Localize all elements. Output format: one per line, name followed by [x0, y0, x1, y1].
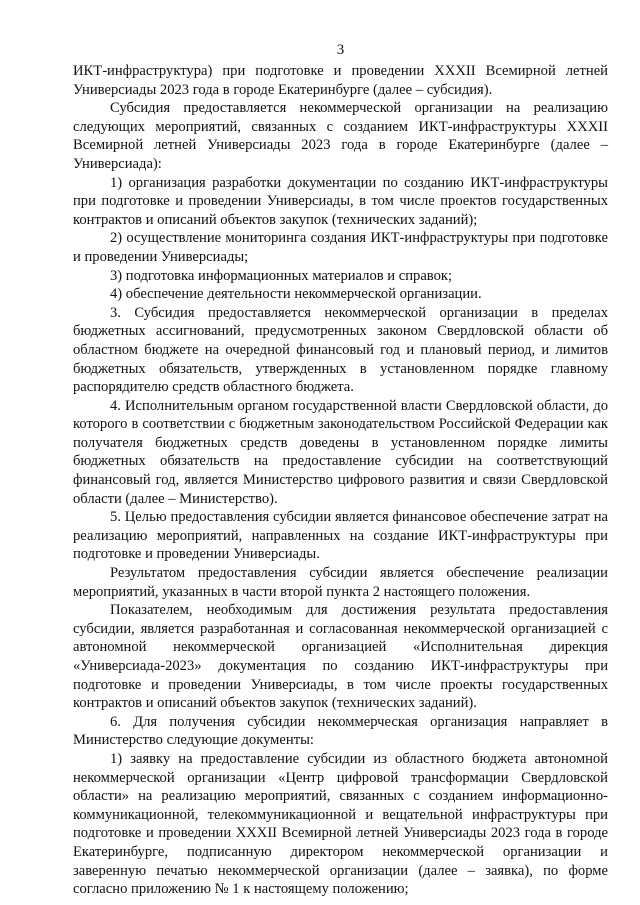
paragraph: 4) обеспечение деятельности некоммерческой организации.	[110, 286, 482, 303]
paragraph: 4. Исполнительным органом государственной власти Свердловской области, до которого в соответствии с бюджетным законодательством Российской Федерации как получателя бюджетных средств доведены в установленном порядке лимиты бюджетных обязательств на предоставление субсидии на соответствующий финансовый год, является Министерство цифрового развития и связи Свердловской области (далее – Министерство).	[73, 397, 608, 507]
page-number: 3	[336, 42, 345, 58]
paragraph: Субсидия предоставляется некоммерческой организации на реализацию следующих мероприятий, связанных с созданием ИКТ-инфраструктуры XXXII Всемирной летней Универсиады 2023 года в городе Екатеринбурге (далее – Универсиада):	[73, 100, 608, 172]
paragraph: Результатом предоставления субсидии является обеспечение реализации мероприятий, указанных в части второй пункта 2 настоящего положения.	[73, 565, 608, 600]
paragraph: 3) подготовка информационных материалов и справок;	[110, 267, 453, 284]
paragraph: 1) организация разработки документации по созданию ИКТ-инфраструктуры при подготовке и проведении Универсиады, в том числе проектов государственных контрактов и описаний объектов закупок (технических заданий);	[73, 174, 608, 228]
document-page	[73, 38, 608, 899]
paragraph: Показателем, необходимым для достижения результата предоставления субсидии, является разработанная и согласованная некоммерческой организацией с автономной некоммерческой организацией «Исполнительная дирекция «Универсиада-2023» документация по созданию ИКТ-инфраструктуры при подготовке и проведении Универсиады, в том числе проекты государственных контрактов и описаний объектов закупок (технических заданий).	[73, 602, 608, 712]
paragraph: 3. Субсидия предоставляется некоммерческой организации в пределах бюджетных ассигнований, предусмотренных законом Свердловской области об областном бюджете на очередной финансовый год и плановый период, и лимитов бюджетных обязательств, утвержденных в установленном порядке главному распорядителю средств областного бюджета.	[73, 304, 608, 396]
paragraph: 5. Целью предоставления субсидии является финансовое обеспечение затрат на реализацию мероприятий, направленных на создание ИКТ-инфраструктуры при подготовке и проведении Универсиады.	[73, 509, 608, 563]
document-body	[73, 62, 608, 899]
paragraph: 6. Для получения субсидии некоммерческая организация направляет в Министерство следующие документы:	[73, 713, 608, 749]
paragraph: ИКТ-инфраструктура) при подготовке и проведении XXXII Всемирной летней Универсиады 2023 года в городе Екатеринбурге (далее – субсидия).	[73, 63, 608, 98]
paragraph: 2) осуществление мониторинга создания ИКТ-инфраструктуры при подготовке и проведении Универсиады;	[73, 230, 608, 265]
paragraph: 1) заявку на предоставление субсидии из областного бюджета автономной некоммерческой организации «Центр цифровой трансформации Свердловской области» на реализацию мероприятий, связанных с созданием информационно-коммуникационной, телекоммуникационной и вещательной инфраструктуры при подготовке и проведении XXXII Всемирной летней Универсиады 2023 года в городе Екатеринбурге, подписанную директором некоммерческой организации и заверенную печатью некоммерческой организации (далее – заявка), по форме согласно приложению № 1 к настоящему положению;	[73, 750, 608, 898]
